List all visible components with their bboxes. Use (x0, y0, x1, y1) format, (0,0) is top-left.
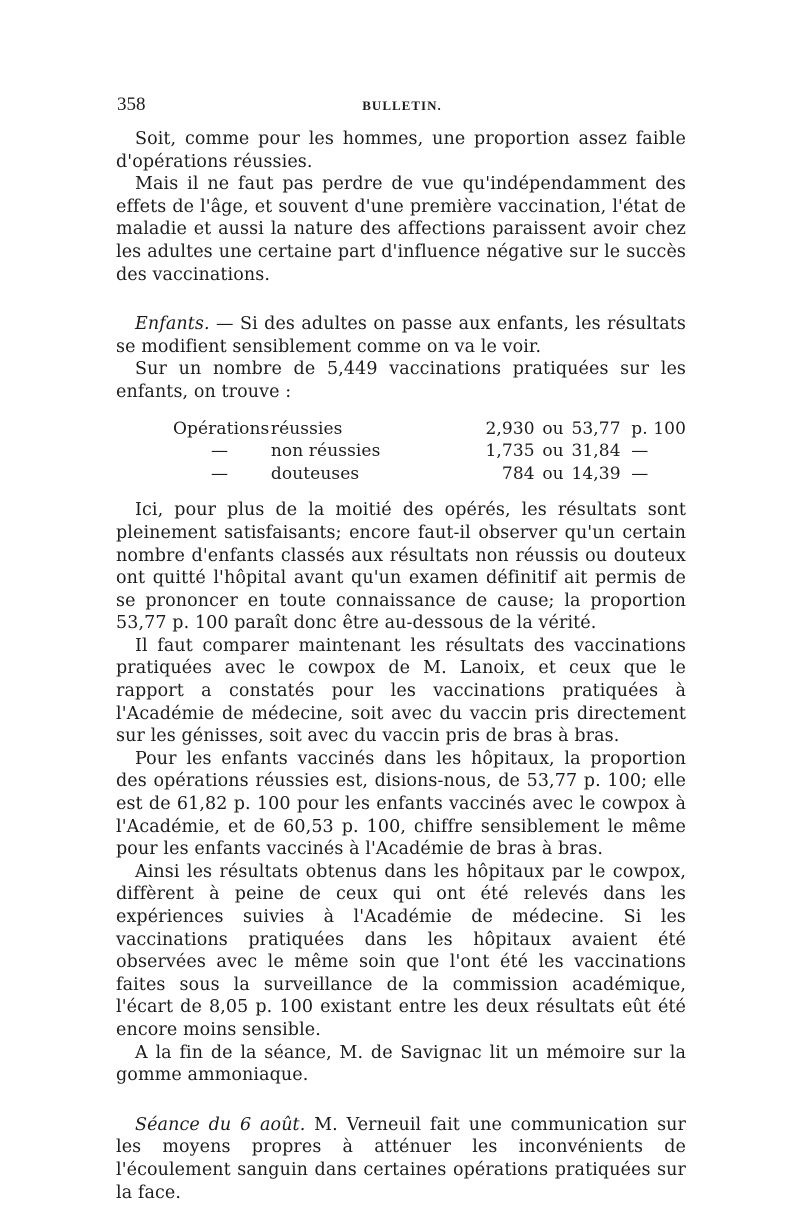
row-percent: 14,39 (571, 463, 621, 484)
row-ou: ou (542, 441, 564, 462)
enfants-label: Enfants. (135, 314, 210, 335)
row-prefix: Opérations (173, 418, 270, 439)
paragraph: A la fin de la séance, M. de Savignac lit un mémoire sur la gomme ammoniaque. (116, 1042, 686, 1086)
seance-label: Séance du 6 août. (135, 1114, 306, 1135)
enfants-text: — Si des adultes on passe aux enfants, les résultats se modifient sensiblement comme on va le voir. (116, 314, 686, 357)
row-prefix: — (211, 463, 229, 484)
vaccination-results-table (173, 418, 686, 486)
page-header (117, 94, 687, 120)
row-label: douteuses (270, 463, 360, 484)
page-number: 358 (117, 94, 146, 115)
paragraph: Mais il ne faut pas perdre de vue qu'indépendamment des effets de l'âge, et souvent d'une première vaccination, l'état de maladie et aussi la nature des affections paraissent avoir chez les adultes une certaine part d'influence négative sur le succès des vaccinations. (116, 174, 686, 285)
table-row (173, 463, 686, 486)
paragraph: Il faut comparer maintenant les résultats des vaccinations pratiquées avec le cowpox de M. Lanoix, et ceux que le rapport a constatés pour les vaccinations pratiquées à l'Académie de médecine, soit avec du vaccin pris directement sur les génisses, soit avec du vaccin pris de bras à bras. (116, 635, 686, 747)
row-ou: ou (542, 463, 564, 484)
paragraph: Soit, comme pour les hommes, une proportion assez faible d'opérations réussies. (116, 129, 686, 172)
enfants-paragraph (116, 313, 686, 358)
paragraph: Sur un nombre de 5,449 vaccinations pratiquées sur les enfants, on trouve : (116, 359, 686, 402)
table-row (173, 418, 686, 441)
row-ou: ou (542, 418, 564, 439)
row-prefix: — (211, 441, 229, 462)
row-count: 784 (501, 463, 535, 484)
row-label: réussies (270, 418, 343, 439)
table-row (173, 440, 686, 463)
paragraph: Ainsi les résultats obtenus dans les hôpitaux par le cowpox, diffèrent à peine de ceux qui ont été relevés dans les expériences suivies à l'Académie de médecine. Si les vaccinations pratiquées dans les hôpitaux avaient été observées avec le même soin que l'ont été les vaccinations faites sous la surveillance de la commission académique, l'écart de 8,05 p. 100 existant entre les deux résultats eût été encore moins sensible. (116, 861, 686, 1040)
row-count: 1,735 (485, 441, 535, 462)
row-label: non réussies (270, 441, 381, 462)
row-suffix: — (631, 463, 649, 484)
row-percent: 31,84 (571, 441, 621, 462)
paragraph: Ici, pour plus de la moitié des opérés, les résultats sont pleinement satisfaisants; encore faut-il observer qu'un certain nombre d'enfants classés aux résultats non réussis ou douteux ont quitté l'hôpital avant qu'un examen définitif ait permis de se prononcer en toute connaissance de cause; la proportion 53,77 p. 100 paraît donc être au-dessous de la vérité. (116, 500, 686, 634)
seance-text: M. Verneuil fait une communication sur les moyens propres à atténuer les inconvénients de l'écoulement sanguin dans certaines opérations pratiquées sur la face. (116, 1114, 686, 1203)
paragraph: Pour les enfants vaccinés dans les hôpitaux, la proportion des opérations réussies est, disions-nous, de 53,77 p. 100; elle est de 61,82 p. 100 pour les enfants vaccinés avec le cowpox à l'Académie, et de 60,53 p. 100, chiffre sensiblement le même pour les enfants vaccinés à l'Académie de bras à bras. (116, 748, 686, 860)
seance-paragraph (116, 1114, 686, 1204)
page-body (116, 128, 686, 1204)
row-percent: 53,77 (571, 418, 621, 439)
row-suffix: p. 100 (631, 418, 686, 439)
row-count: 2,930 (485, 418, 535, 439)
row-suffix: — (631, 441, 649, 462)
running-title: BULLETIN. (362, 98, 442, 113)
